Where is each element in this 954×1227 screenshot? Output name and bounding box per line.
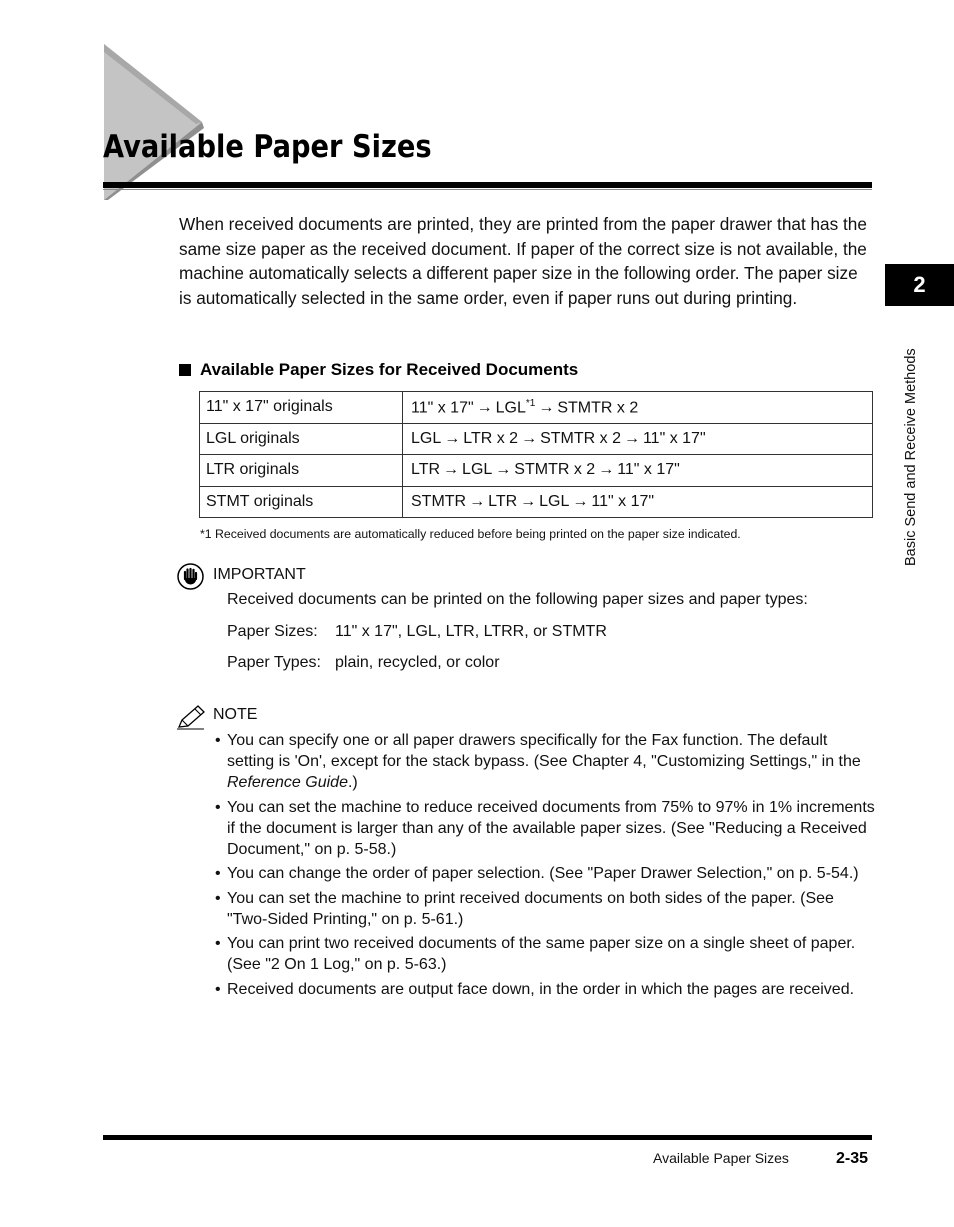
original-size-cell: STMT originals — [200, 486, 403, 518]
note-item — [215, 979, 875, 1000]
selection-order-cell — [403, 455, 873, 487]
paper-sizes-label: Paper Sizes: — [227, 623, 318, 640]
arrow-right-icon: → — [476, 398, 493, 416]
note-item-text-end: .) — [347, 774, 358, 791]
chapter-title-vertical: Basic Send and Receive Methods — [903, 348, 919, 566]
note-list — [215, 730, 875, 1003]
chapter-tab: 2 — [885, 264, 954, 306]
bullet-icon: • — [215, 865, 221, 882]
important-label: IMPORTANT — [213, 566, 306, 583]
footer-rule — [103, 1135, 872, 1140]
table-footnote: *1 Received documents are automatically reduced before being printed on the paper size indicated. — [200, 527, 741, 541]
arrow-right-icon: → — [538, 398, 555, 416]
paper-size-step: LGL — [539, 492, 570, 510]
paper-size-step: LTR — [411, 461, 441, 479]
footnote-marker: *1 — [525, 397, 536, 409]
note-item — [215, 888, 875, 930]
note-item-reference: Reference Guide — [227, 774, 348, 791]
bullet-icon: • — [215, 935, 221, 952]
section-heading — [179, 360, 578, 380]
pencil-note-icon — [176, 704, 206, 730]
selection-order-cell — [403, 392, 873, 424]
intro-paragraph: When received documents are printed, they are printed from the paper drawer that has the same size paper as the received document. If paper of the correct size is not available, the machine automatically selects a different paper size in the following order. The paper size is automatically selected in the same order, even if paper runs out during printing. — [179, 214, 867, 308]
note-item-text: You can set the machine to reduce received documents from 75% to 97% in 1% increments if the document is larger than any of the available paper sizes. (See "Reducing a Received Document," on p. 5-58.) — [227, 798, 875, 858]
paper-size-step: LGL — [495, 398, 526, 416]
corner-triangle-decoration — [104, 44, 224, 200]
bullet-icon: • — [215, 980, 221, 998]
bullet-icon: • — [215, 732, 221, 749]
paper-sizes-line — [227, 623, 607, 641]
original-size-cell: LTR originals — [200, 455, 403, 487]
note-item — [215, 933, 875, 975]
note-item-text: Received documents are output face down, in the order in which the pages are received. — [227, 980, 855, 998]
note-label: NOTE — [213, 706, 258, 723]
paper-size-step: STMTR — [411, 492, 467, 510]
note-item — [215, 863, 875, 884]
arrow-right-icon: → — [469, 492, 486, 510]
paper-size-step: 11" x 17" — [411, 398, 474, 416]
section-heading-text: Available Paper Sizes for Received Documents — [200, 360, 579, 379]
selection-order-cell — [403, 486, 873, 518]
paper-sizes-value: 11" x 17", LGL, LTR, LTRR, or STMTR — [335, 623, 607, 640]
arrow-right-icon: → — [623, 429, 640, 447]
paper-types-line — [227, 654, 500, 672]
paper-types-label: Paper Types: — [227, 654, 321, 671]
arrow-right-icon: → — [444, 429, 461, 447]
hand-stop-icon — [177, 563, 204, 590]
arrow-right-icon: → — [443, 461, 460, 479]
arrow-right-icon: → — [521, 429, 538, 447]
paper-size-table — [199, 391, 873, 518]
page-title: Available Paper Sizes — [103, 129, 432, 165]
arrow-right-icon: → — [495, 461, 512, 479]
note-item — [215, 797, 875, 860]
paper-size-step: LTR x 2 — [463, 429, 519, 447]
footer-page-number: 2-35 — [836, 1150, 869, 1167]
arrow-right-icon: → — [520, 492, 537, 510]
paper-size-step: STMTR x 2 — [540, 429, 621, 447]
footer-section-title: Available Paper Sizes — [653, 1150, 789, 1166]
bullet-icon: • — [215, 889, 221, 907]
paper-size-step: 11" x 17" — [642, 429, 706, 447]
note-item-text: You can specify one or all paper drawers specifically for the Fax function. The default setting is 'On', except for the stack bypass. (See Chapter 4, "Customizing Settings," in the — [227, 732, 861, 770]
note-item-text: You can set the machine to print received documents on both sides of the paper. (See "Two-Sided Printing," on p. 5-61.) — [227, 889, 834, 928]
note-item-text: You can print two received documents of the same paper size on a single sheet of paper. (See "2 On 1 Log," on p. 5-63.) — [227, 935, 856, 973]
table-row — [200, 423, 873, 455]
paper-size-step: STMTR x 2 — [514, 461, 596, 479]
paper-size-step: LGL — [462, 461, 493, 479]
bullet-icon: • — [215, 798, 221, 816]
paper-types-value: plain, recycled, or color — [335, 654, 500, 671]
paper-size-step: STMTR x 2 — [557, 398, 639, 416]
important-text: Received documents can be printed on the following paper sizes and paper types: — [227, 591, 808, 608]
arrow-right-icon: → — [572, 492, 589, 510]
table-row — [200, 392, 873, 424]
arrow-right-icon: → — [598, 461, 615, 479]
paper-size-step: LTR — [488, 492, 518, 510]
paper-size-step: 11" x 17" — [617, 461, 680, 479]
original-size-cell: 11" x 17" originals — [200, 392, 403, 424]
paper-size-step: LGL — [411, 429, 442, 447]
title-rule-shadow — [103, 189, 872, 190]
table-row — [200, 455, 873, 487]
title-rule — [103, 182, 872, 188]
note-item — [215, 730, 875, 793]
square-bullet-icon — [179, 364, 191, 376]
original-size-cell: LGL originals — [200, 423, 403, 455]
selection-order-cell — [403, 423, 873, 455]
note-item-text: You can change the order of paper selection. (See "Paper Drawer Selection," on p. 5-54.) — [227, 865, 859, 882]
paper-size-step: 11" x 17" — [591, 492, 655, 510]
table-row — [200, 486, 873, 518]
